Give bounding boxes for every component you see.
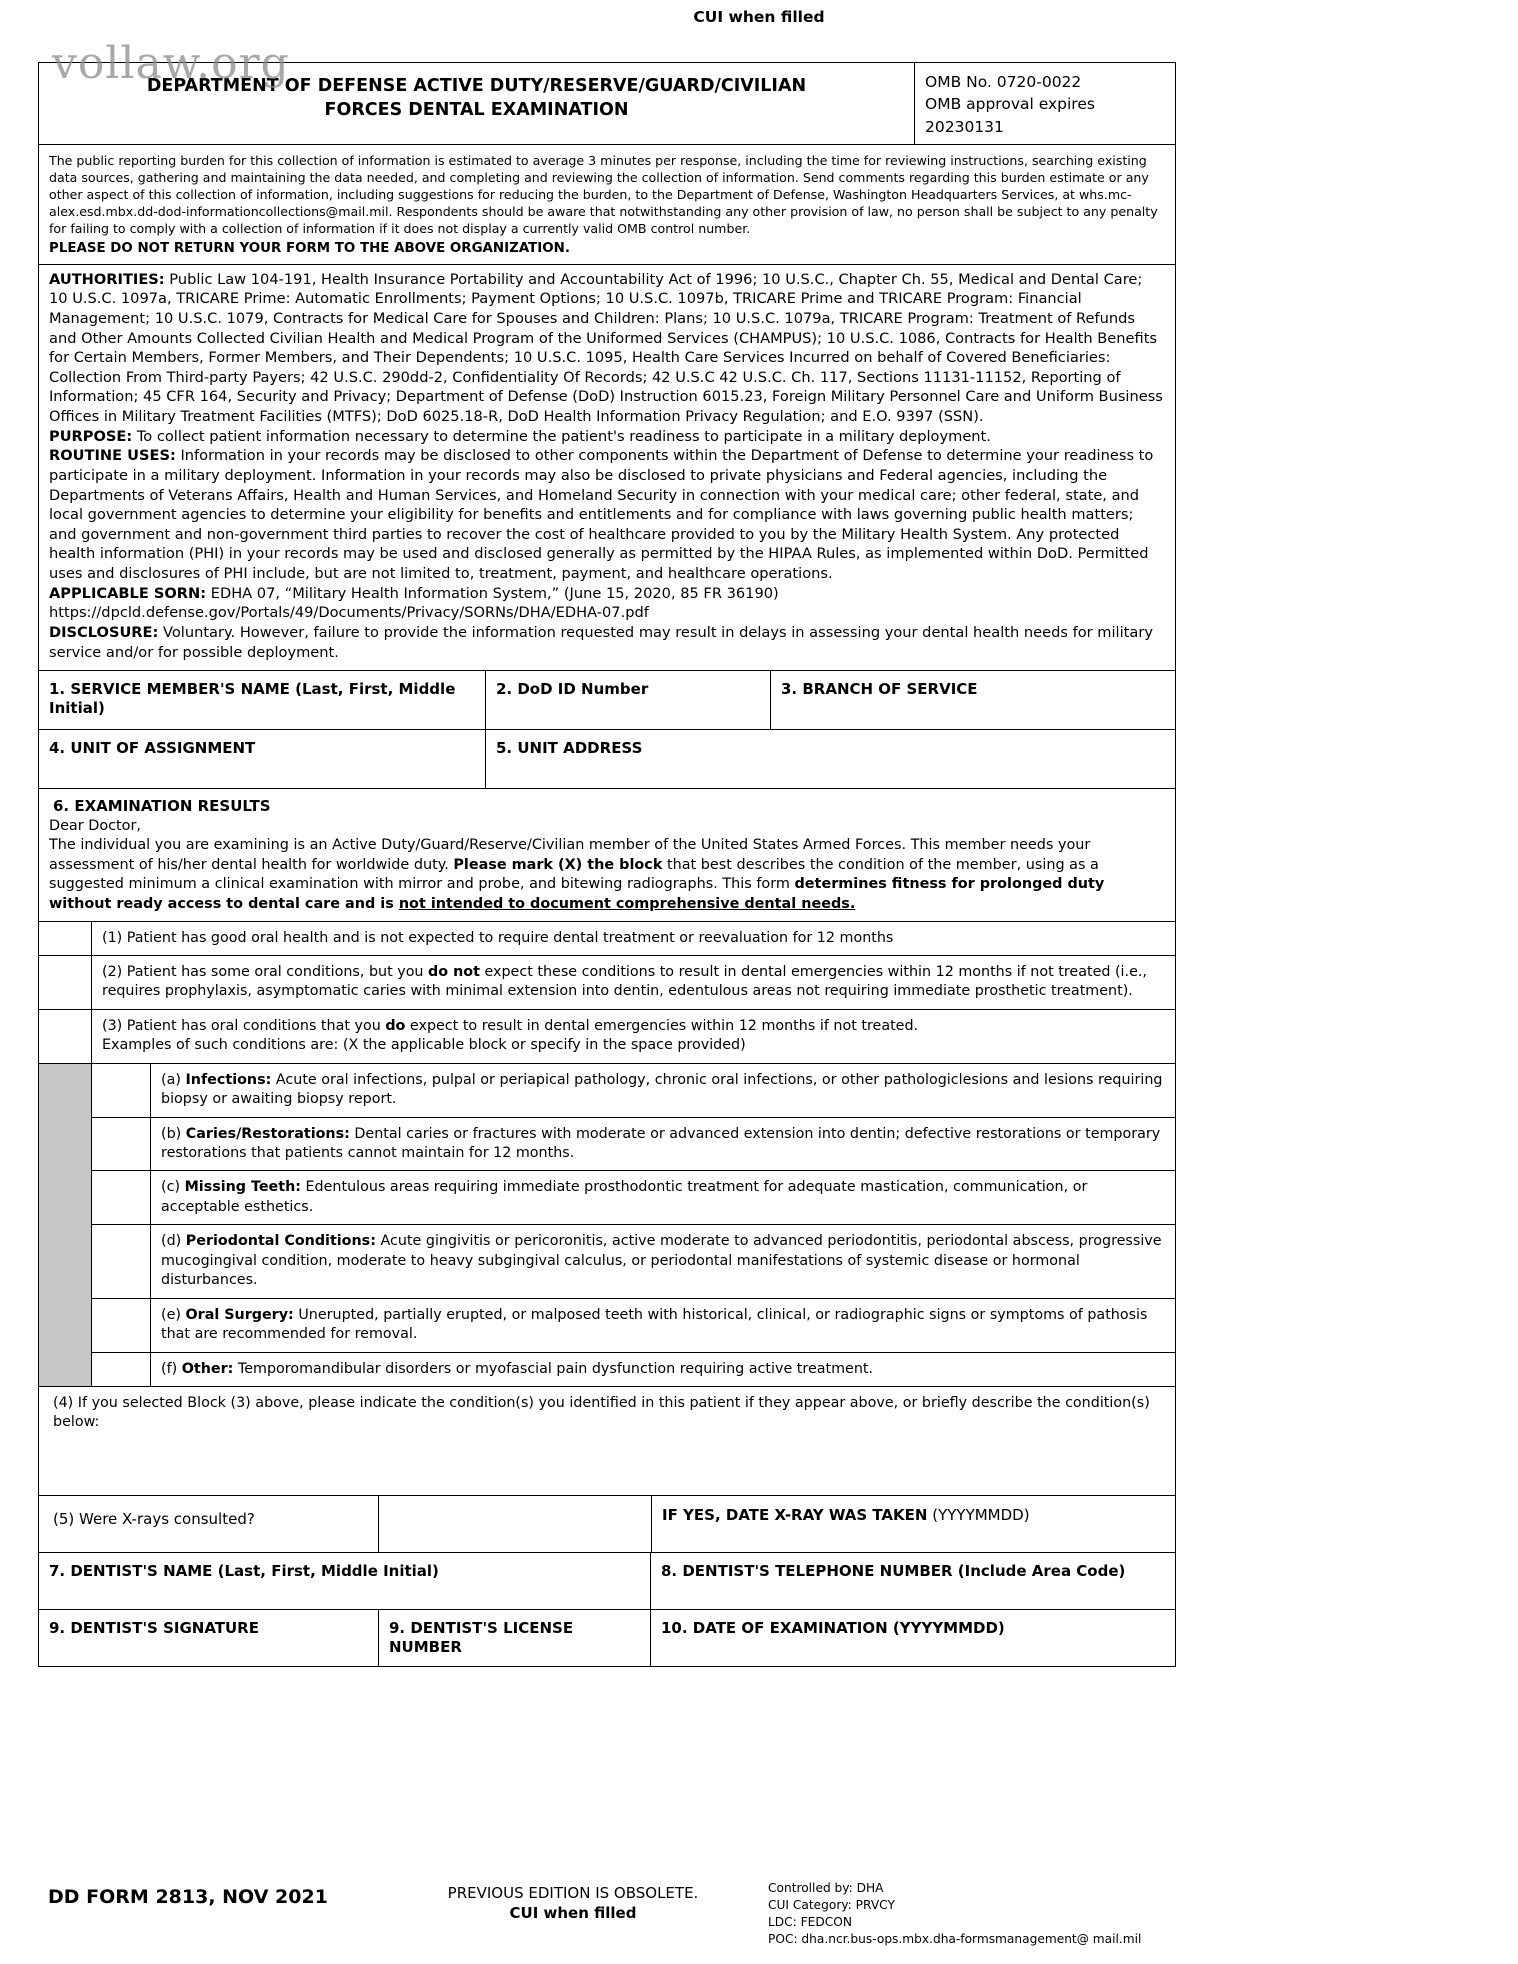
form-header <box>39 63 1175 145</box>
sub-option-f-row <box>92 1353 1175 1386</box>
sub-option-c-checkbox[interactable] <box>92 1171 151 1224</box>
field-dentist-name[interactable] <box>39 1553 651 1609</box>
form-title-line1: DEPARTMENT OF DEFENSE ACTIVE DUTY/RESERVE/GUARD/CIVILIAN <box>146 76 807 96</box>
option-row-3 <box>39 1010 1175 1064</box>
sub-option-d-letter: (d) <box>161 1233 186 1250</box>
section-6-title: 6. EXAMINATION RESULTS <box>53 797 271 816</box>
option-3-post: expect to result in dental emergencies within 12 months if not treated. <box>405 1017 919 1034</box>
sub-option-a-checkbox[interactable] <box>92 1064 151 1117</box>
option-2-text <box>92 956 1175 1009</box>
form-body <box>38 62 1176 1667</box>
field-date-of-examination[interactable] <box>651 1610 1175 1666</box>
sub-option-b-body: Dental caries or fractures with moderate or advanced extension into dentin; defective restorations or temporary restorations that patients cannot maintain for 12 months. <box>161 1125 1161 1162</box>
sub-option-e-bold: Oral Surgery: <box>185 1306 294 1323</box>
form-title <box>39 63 915 144</box>
option-row-2 <box>39 956 1175 1010</box>
sub-option-a-row <box>92 1064 1175 1118</box>
option-2-checkbox[interactable] <box>39 956 92 1009</box>
sub-option-b-letter: (b) <box>161 1125 186 1142</box>
authorities-paragraph <box>49 270 1165 427</box>
ldc: LDC: FEDCON <box>768 1915 852 1930</box>
option-1-checkbox[interactable] <box>39 922 92 955</box>
section-6-bold-underline: not intended to document comprehensive dental needs. <box>398 895 856 912</box>
form-title-line2: FORCES DENTAL EXAMINATION <box>324 99 629 120</box>
option-3-text <box>92 1010 1175 1063</box>
routine-uses-label: ROUTINE USES: <box>49 447 176 465</box>
sub-option-f-body: Temporomandibular disorders or myofascial pain dysfunction requiring active treatment. <box>233 1360 874 1377</box>
section-6-bold-fitness: determines fitness for prolonged duty without ready access to dental care and is <box>49 876 1105 912</box>
sub-option-c-row <box>92 1171 1175 1225</box>
section-6-para-b: that best describes the condition of the member, using as a suggested minimum a clinical examination with mirror and probe, and bitewing radiographs. This form <box>49 856 1099 893</box>
form-identifier: DD FORM 2813, NOV 2021 <box>48 1886 328 1908</box>
sub-option-f-bold: Other: <box>181 1360 234 1377</box>
sub-option-f-checkbox[interactable] <box>92 1353 151 1386</box>
option-row-1 <box>39 922 1175 956</box>
omb-block <box>915 63 1175 144</box>
sub-option-d-row <box>92 1225 1175 1298</box>
sub-option-e-checkbox[interactable] <box>92 1299 151 1352</box>
field-dod-id-number[interactable] <box>486 671 771 729</box>
block-4-container <box>39 1387 1175 1496</box>
sorn-text: EDHA 07, “Military Health Information System,” (June 15, 2020, 85 FR 36190) https://dpcld.defense.gov/Portals/49/Documents/Privacy/SORNs/DHA/EDHA-07.pdf <box>49 584 779 622</box>
sub-option-e-text <box>151 1299 1175 1352</box>
sub-option-d-text <box>151 1225 1175 1297</box>
option-3-checkbox[interactable] <box>39 1010 92 1063</box>
cui-banner-bottom: CUI when filled <box>509 1903 637 1922</box>
option-3-bold: do <box>385 1017 406 1034</box>
cui-category: CUI Category: PRVCY <box>768 1898 895 1913</box>
option-2-post: expect these conditions to result in dental emergencies within 12 months if not treated (i.e., requires prophylaxis, asymptomatic caries with minimal extension into dentin, edentulous areas not requiring immediate prosthetic treatment). <box>102 963 1147 1000</box>
field-unit-of-assignment[interactable] <box>39 730 486 788</box>
purpose-label: PURPOSE: <box>49 427 133 445</box>
field-3-label: 3. BRANCH OF SERVICE <box>781 680 978 699</box>
field-8-label: 8. DENTIST'S TELEPHONE NUMBER <box>661 1561 953 1580</box>
routine-uses-paragraph <box>49 446 1165 583</box>
disclosure-label: DISCLOSURE: <box>49 623 159 641</box>
sub-option-e-row <box>92 1299 1175 1353</box>
omb-expires-date: 20230131 <box>925 117 1004 136</box>
block-4-input[interactable] <box>39 1439 1175 1496</box>
sub-options-group <box>39 1064 1175 1387</box>
field-5-label: 5. UNIT ADDRESS <box>496 739 643 758</box>
xray-answer-box[interactable] <box>379 1496 652 1552</box>
do-not-return-notice: PLEASE DO NOT RETURN YOUR FORM TO THE ABOVE ORGANIZATION. <box>49 240 570 256</box>
sub-option-c-body: Edentulous areas requiring immediate prosthodontic treatment for adequate mastication, communication, or acceptable esthetics. <box>161 1179 1088 1215</box>
purpose-paragraph <box>49 427 1165 447</box>
sub-option-b-row <box>92 1118 1175 1172</box>
field-9-label: 9. DENTIST'S SIGNATURE <box>49 1618 259 1637</box>
burden-statement <box>39 145 1175 264</box>
sub-option-a-letter: (a) <box>161 1071 186 1088</box>
authorities-label: AUTHORITIES: <box>49 270 165 288</box>
omb-expires-label: OMB approval expires <box>925 95 1095 114</box>
sub-options-gray-gutter <box>39 1064 92 1386</box>
section-6-instructions <box>49 836 1166 914</box>
sub-option-c-text <box>151 1171 1175 1224</box>
sub-option-d-checkbox[interactable] <box>92 1225 151 1297</box>
sorn-paragraph <box>49 584 1165 623</box>
authorities-text: Public Law 104-191, Health Insurance Portability and Accountability Act of 1996; 10 U.S.C., Chapter Ch. 55, Medical and Dental Care; 10 U.S.C. 1097a, TRICARE Prime: Automatic Enrollments; Payment Options; 10 U.S.C. 1097b, TRICARE Prime and TRICARE Program: Financial Management; 10 U.S.C. 1079, Contracts for Medical Care for Spouses and Children: Plans; 10 U.S.C. 1079a, TRICARE Program: Treatment of Refunds and Other Amounts Collected Civilian Health and Medical Program of the Uniformed Services (CHAMPUS); 10 U.S.C. 1086, Contracts for Health Benefits for Certain Members, Former Members, and Their Dependents; 10 U.S.C. 1095, Health Care Services Incurred on behalf of Covered Beneficiaries: Collection From Third-party Payers; 42 U.S.C. 290dd-2, Confidentiality Of Records; 42 U.S.C 42 U.S.C. Ch. 117, Sections 11131-11152, Reporting of Information; 45 CFR 164, Security and Privacy; Department of Defense (DoD) Instruction 6015.23, Foreign Military Personnel Care and Uniform Business Offices in Military Treatment Facilities (MTFS); DoD 6025.18-R, DoD Health Information Privacy Regulation; and E.O. 9397 (SSN). <box>49 270 1163 426</box>
dentist-row-1 <box>39 1553 1175 1610</box>
sub-option-e-body: Unerupted, partially erupted, or malposed teeth with historical, clinical, or radiographic signs or symptoms of pathosis that are recommended for removal. <box>161 1306 1148 1343</box>
field-2-label: 2. DoD ID Number <box>496 680 649 699</box>
sub-option-f-letter: (f) <box>161 1360 182 1377</box>
form-footer <box>38 1880 1198 1948</box>
option-3-line2: Examples of such conditions are: (X the applicable block or specify in the space provided) <box>102 1037 746 1054</box>
field-9b-label: 9. DENTIST'S LICENSE NUMBER <box>389 1618 574 1656</box>
sub-option-f-text <box>151 1353 1175 1386</box>
sub-option-b-bold: Caries/Restorations: <box>185 1125 350 1142</box>
field-branch-of-service[interactable] <box>771 671 1175 729</box>
sub-option-a-text <box>151 1064 1175 1117</box>
field-8-hint: (Include Area Code) <box>952 1561 1126 1580</box>
field-dentist-signature[interactable] <box>39 1610 379 1666</box>
field-7-label: 7. DENTIST'S NAME <box>49 1561 213 1580</box>
omb-number: OMB No. 0720-0022 <box>925 73 1082 91</box>
sub-options-list <box>92 1064 1175 1386</box>
field-4-label: 4. UNIT OF ASSIGNMENT <box>49 739 256 758</box>
sub-option-c-bold: Missing Teeth: <box>184 1179 301 1196</box>
field-dentist-telephone[interactable] <box>651 1553 1175 1609</box>
purpose-text: To collect patient information necessary to determine the patient's readiness to participate in a military deployment. <box>132 427 991 445</box>
option-2-bold: do not <box>428 963 480 980</box>
sub-option-a-body: Acute oral infections, pulpal or periapical pathology, chronic oral infections, or other pathologiclesions and lesions requiring biopsy or awaiting biopsy report. <box>161 1071 1163 1108</box>
option-2-pre: (2) Patient has some oral conditions, but you <box>102 963 429 980</box>
sub-option-d-bold: Periodontal Conditions: <box>185 1233 376 1250</box>
previous-edition-notice: PREVIOUS EDITION IS OBSOLETE. <box>447 1884 699 1902</box>
poc: POC: dha.ncr.bus-ops.mbx.dha-formsmanagement@ mail.mil <box>768 1932 1142 1947</box>
field-1-hint: (Last, First, Middle Initial) <box>49 680 456 718</box>
dentist-row-2 <box>39 1610 1175 1666</box>
sub-option-e-letter: (e) <box>161 1306 186 1323</box>
field-10-hint: (YYYYMMDD) <box>887 1618 1005 1637</box>
section-6-para-a: The individual you are examining is an Active Duty/Guard/Reserve/Civilian member of the United States Armed Forces. This member needs your assessment of his/her dental health for worldwide duty. <box>49 837 1091 873</box>
sorn-label: APPLICABLE SORN: <box>49 584 207 602</box>
block-4-label: (4) If you selected Block (3) above, please indicate the condition(s) you identified in this patient if they appear above, or briefly describe the condition(s) below: <box>53 1394 1150 1431</box>
controlled-by: Controlled by: DHA <box>768 1881 884 1895</box>
option-1-text: (1) Patient has good oral health and is not expected to require dental treatment or reevaluation for 12 months <box>102 929 894 946</box>
xray-question-label: (5) Were X-rays consulted? <box>39 1496 379 1552</box>
privacy-act-statement <box>39 265 1175 672</box>
sub-option-b-checkbox[interactable] <box>92 1118 151 1171</box>
xray-date-hint: (YYYYMMDD) <box>927 1505 1030 1524</box>
identity-row-1 <box>39 671 1175 730</box>
sub-option-c-letter: (c) <box>161 1179 185 1196</box>
cui-markings <box>768 1880 1198 1948</box>
sub-option-d-body: Acute gingivitis or pericoronitis, active moderate to advanced periodontitis, periodontal abscess, progressive mucogingival condition, moderate to heavy subgingival calculus, or periodontal manifestations of systemic disease or hormonal disturbances. <box>161 1233 1162 1289</box>
section-6-intro <box>39 789 1175 921</box>
disclosure-paragraph <box>49 623 1165 662</box>
sub-option-b-text <box>151 1118 1175 1171</box>
option-3-pre: (3) Patient has oral conditions that you <box>102 1017 386 1034</box>
identity-row-2 <box>39 730 1175 789</box>
section-6-salutation: Dear Doctor, <box>49 817 141 834</box>
cui-banner-top: CUI when filled <box>693 8 825 26</box>
footer-center <box>378 1880 768 1923</box>
xray-date-label: IF YES, DATE X-RAY WAS TAKEN <box>662 1505 928 1524</box>
field-unit-address[interactable] <box>486 730 1175 788</box>
section-6-bold-mark: Please mark (X) the block <box>453 856 663 873</box>
watermark: vollaw.org <box>52 38 290 89</box>
field-10-label: 10. DATE OF EXAMINATION <box>661 1618 888 1637</box>
field-1-label: 1. SERVICE MEMBER'S NAME <box>49 680 290 699</box>
sub-option-a-bold: Infections: <box>185 1071 272 1088</box>
xray-row <box>39 1496 1175 1553</box>
routine-uses-text: Information in your records may be disclosed to other components within the Department of Defense to determine your readiness to participate in a military deployment. Information in your records may also be disclosed to private physicians and Federal agencies, including the Departments of Veterans Affairs, Health and Human Services, and Homeland Security in connection with your medical care; other federal, state, and local government agencies to determine your eligibility for benefits and entitlements and for compliance with laws governing public health matters; and government and non-government third parties to recover the cost of healthcare provided to you by the Military Health System. Any protected health information (PHI) in your records may be used and disclosed generally as permitted by the HIPAA Rules, as implemented within DoD. Permitted uses and disclosures of PHI include, but are not limited to, treatment, payment, and healthcare operations. <box>49 447 1154 583</box>
disclosure-text: Voluntary. However, failure to provide the information requested may result in delays in assessing your dental health needs for military service and/or for possible deployment. <box>49 623 1153 661</box>
field-7-hint: (Last, First, Middle Initial) <box>212 1561 439 1580</box>
field-service-member-name[interactable] <box>39 671 486 729</box>
xray-date-field[interactable] <box>652 1496 1175 1552</box>
burden-text: The public reporting burden for this collection of information is estimated to average 3 minutes per response, including the time for reviewing instructions, searching existing data sources, gathering and maintaining the data needed, and completing and reviewing the collection of information. Send comments regarding this burden estimate or any other aspect of this collection of information, including suggestions for reducing the burden, to the Department of Defense, Washington Headquarters Services, at whs.mc-alex.esd.mbx.dd-dod-informationcollections@mail.mil. Respondents should be aware that notwithstanding any other provision of law, no person shall be subject to any penalty for failing to comply with a collection of information if it does not display a currently valid OMB control number. <box>49 153 1158 236</box>
field-dentist-license-number[interactable] <box>379 1610 651 1666</box>
